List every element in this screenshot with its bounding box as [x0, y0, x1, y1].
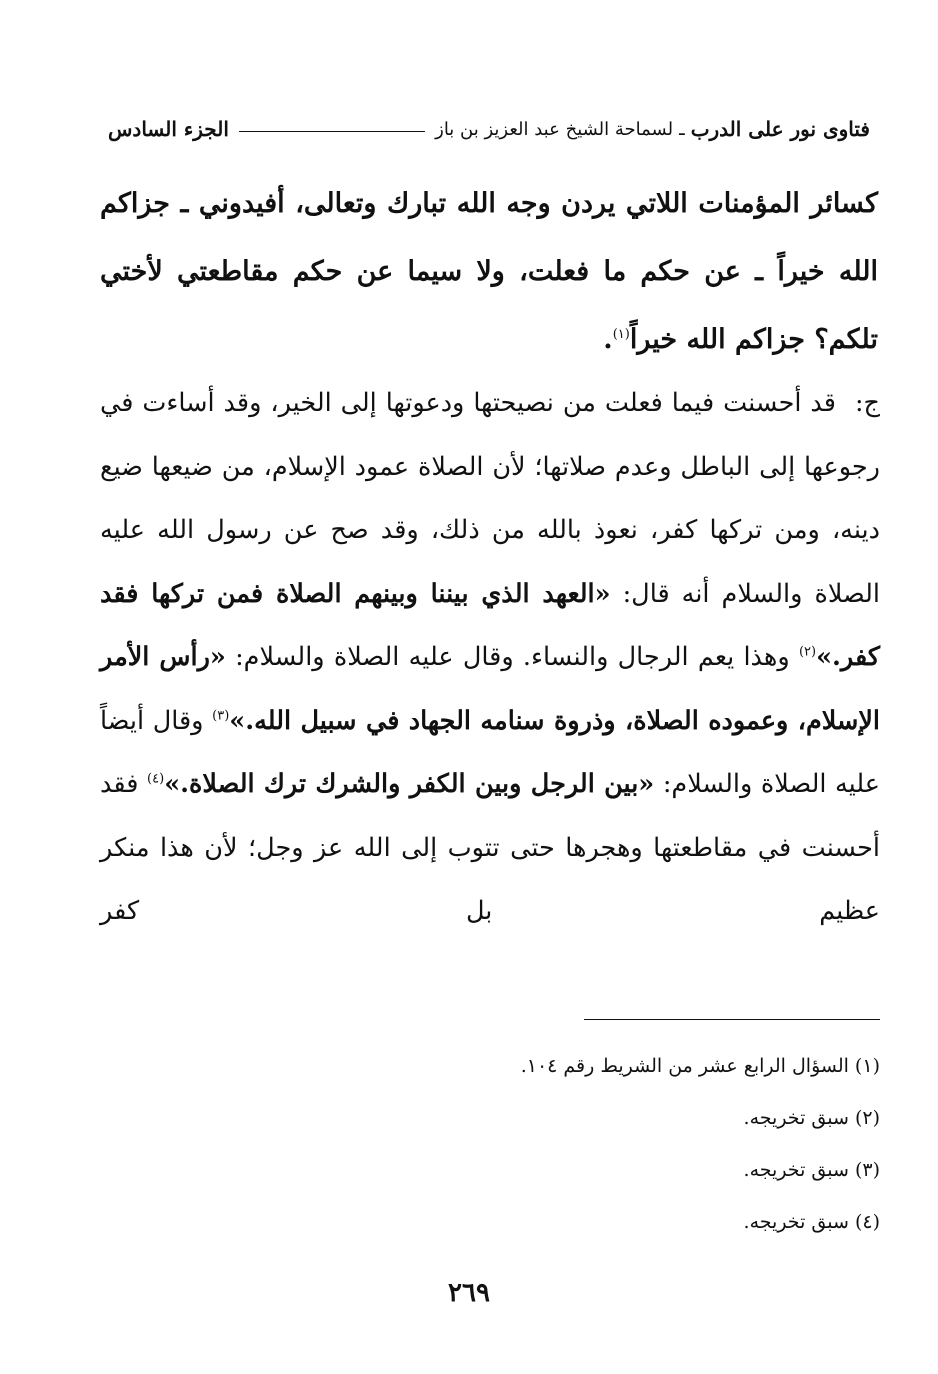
part-title: الجزء السادس — [108, 117, 229, 141]
answer-text — [100, 372, 880, 944]
footnote-4: (٤) سبق تخريجه. — [743, 1211, 880, 1233]
answer-part-3: وقال أيضاً عليه الصلاة والسلام: — [100, 705, 880, 799]
question-body: كسائر المؤمنات اللاتي يردن وجه الله تبارك وتعالى، أفيدوني ـ جزاكم الله خيراً ـ عن حكم ما فعلت، ولا سيما عن حكم مقاطعتي لأختي تلكم؟ جزاكم الله خيراً — [100, 188, 878, 355]
footnote-rule — [584, 1019, 880, 1020]
footnote-1: (١) السؤال الرابع عشر من الشريط رقم ١٠٤. — [520, 1055, 880, 1077]
footnote-ref-1: (١) — [612, 327, 630, 342]
hadith-quote-3: «بين الرجل وبين الكفر والشرك ترك الصلاة.» — [164, 769, 655, 799]
header-separator: ـ — [679, 118, 685, 140]
running-header — [108, 112, 870, 146]
answer-part-4: فقد أحسنت في مقاطعتها وهجرها حتى تتوب إلى الله عز وجل؛ لأن هذا منكر عظيم بل كفر — [100, 769, 880, 926]
hadith-quote-2: «رأس الأمر الإسلام، وعموده الصلاة، وذروة سنامه الجهاد في سبيل الله.» — [100, 642, 880, 736]
footnote-ref-2: (٢) — [798, 644, 817, 660]
footnotes — [100, 1040, 880, 1248]
question-text — [100, 170, 878, 374]
question-end: . — [603, 324, 613, 355]
author-line: لسماحة الشيخ عبد العزيز بن باز — [435, 118, 674, 140]
footnote-ref-4: (٤) — [147, 771, 165, 787]
footnote-2: (٢) سبق تخريجه. — [743, 1107, 880, 1129]
footnote-ref-3: (٣) — [212, 708, 230, 723]
answer-part-1: قد أحسنت فيما فعلت من نصيحتها ودعوتها إلى الخير، وقد أساءت في رجوعها إلى الباطل وعدم صلاتها؛ لأن الصلاة عمود الإسلام، من ضيعها ضيع دينه، ومن تركها كفر، نعوذ بالله من ذلك، وقد صح عن رسول الله عليه الصلاة والسلام أنه قال: — [100, 388, 881, 609]
answer-part-2: وهذا يعم الرجال والنساء. وقال عليه الصلاة والسلام: — [235, 642, 790, 672]
footnote-3: (٣) سبق تخريجه. — [743, 1159, 880, 1181]
hadith-quote-1: «العهد الذي بيننا وبينهم الصلاة فمن تركها فقد كفر.» — [100, 578, 881, 672]
page-number: ٢٦٩ — [448, 1278, 490, 1308]
header-rule — [239, 131, 425, 132]
book-title: فتاوى نور على الدرب — [690, 117, 870, 141]
answer-prefix: ج: — [854, 388, 880, 418]
